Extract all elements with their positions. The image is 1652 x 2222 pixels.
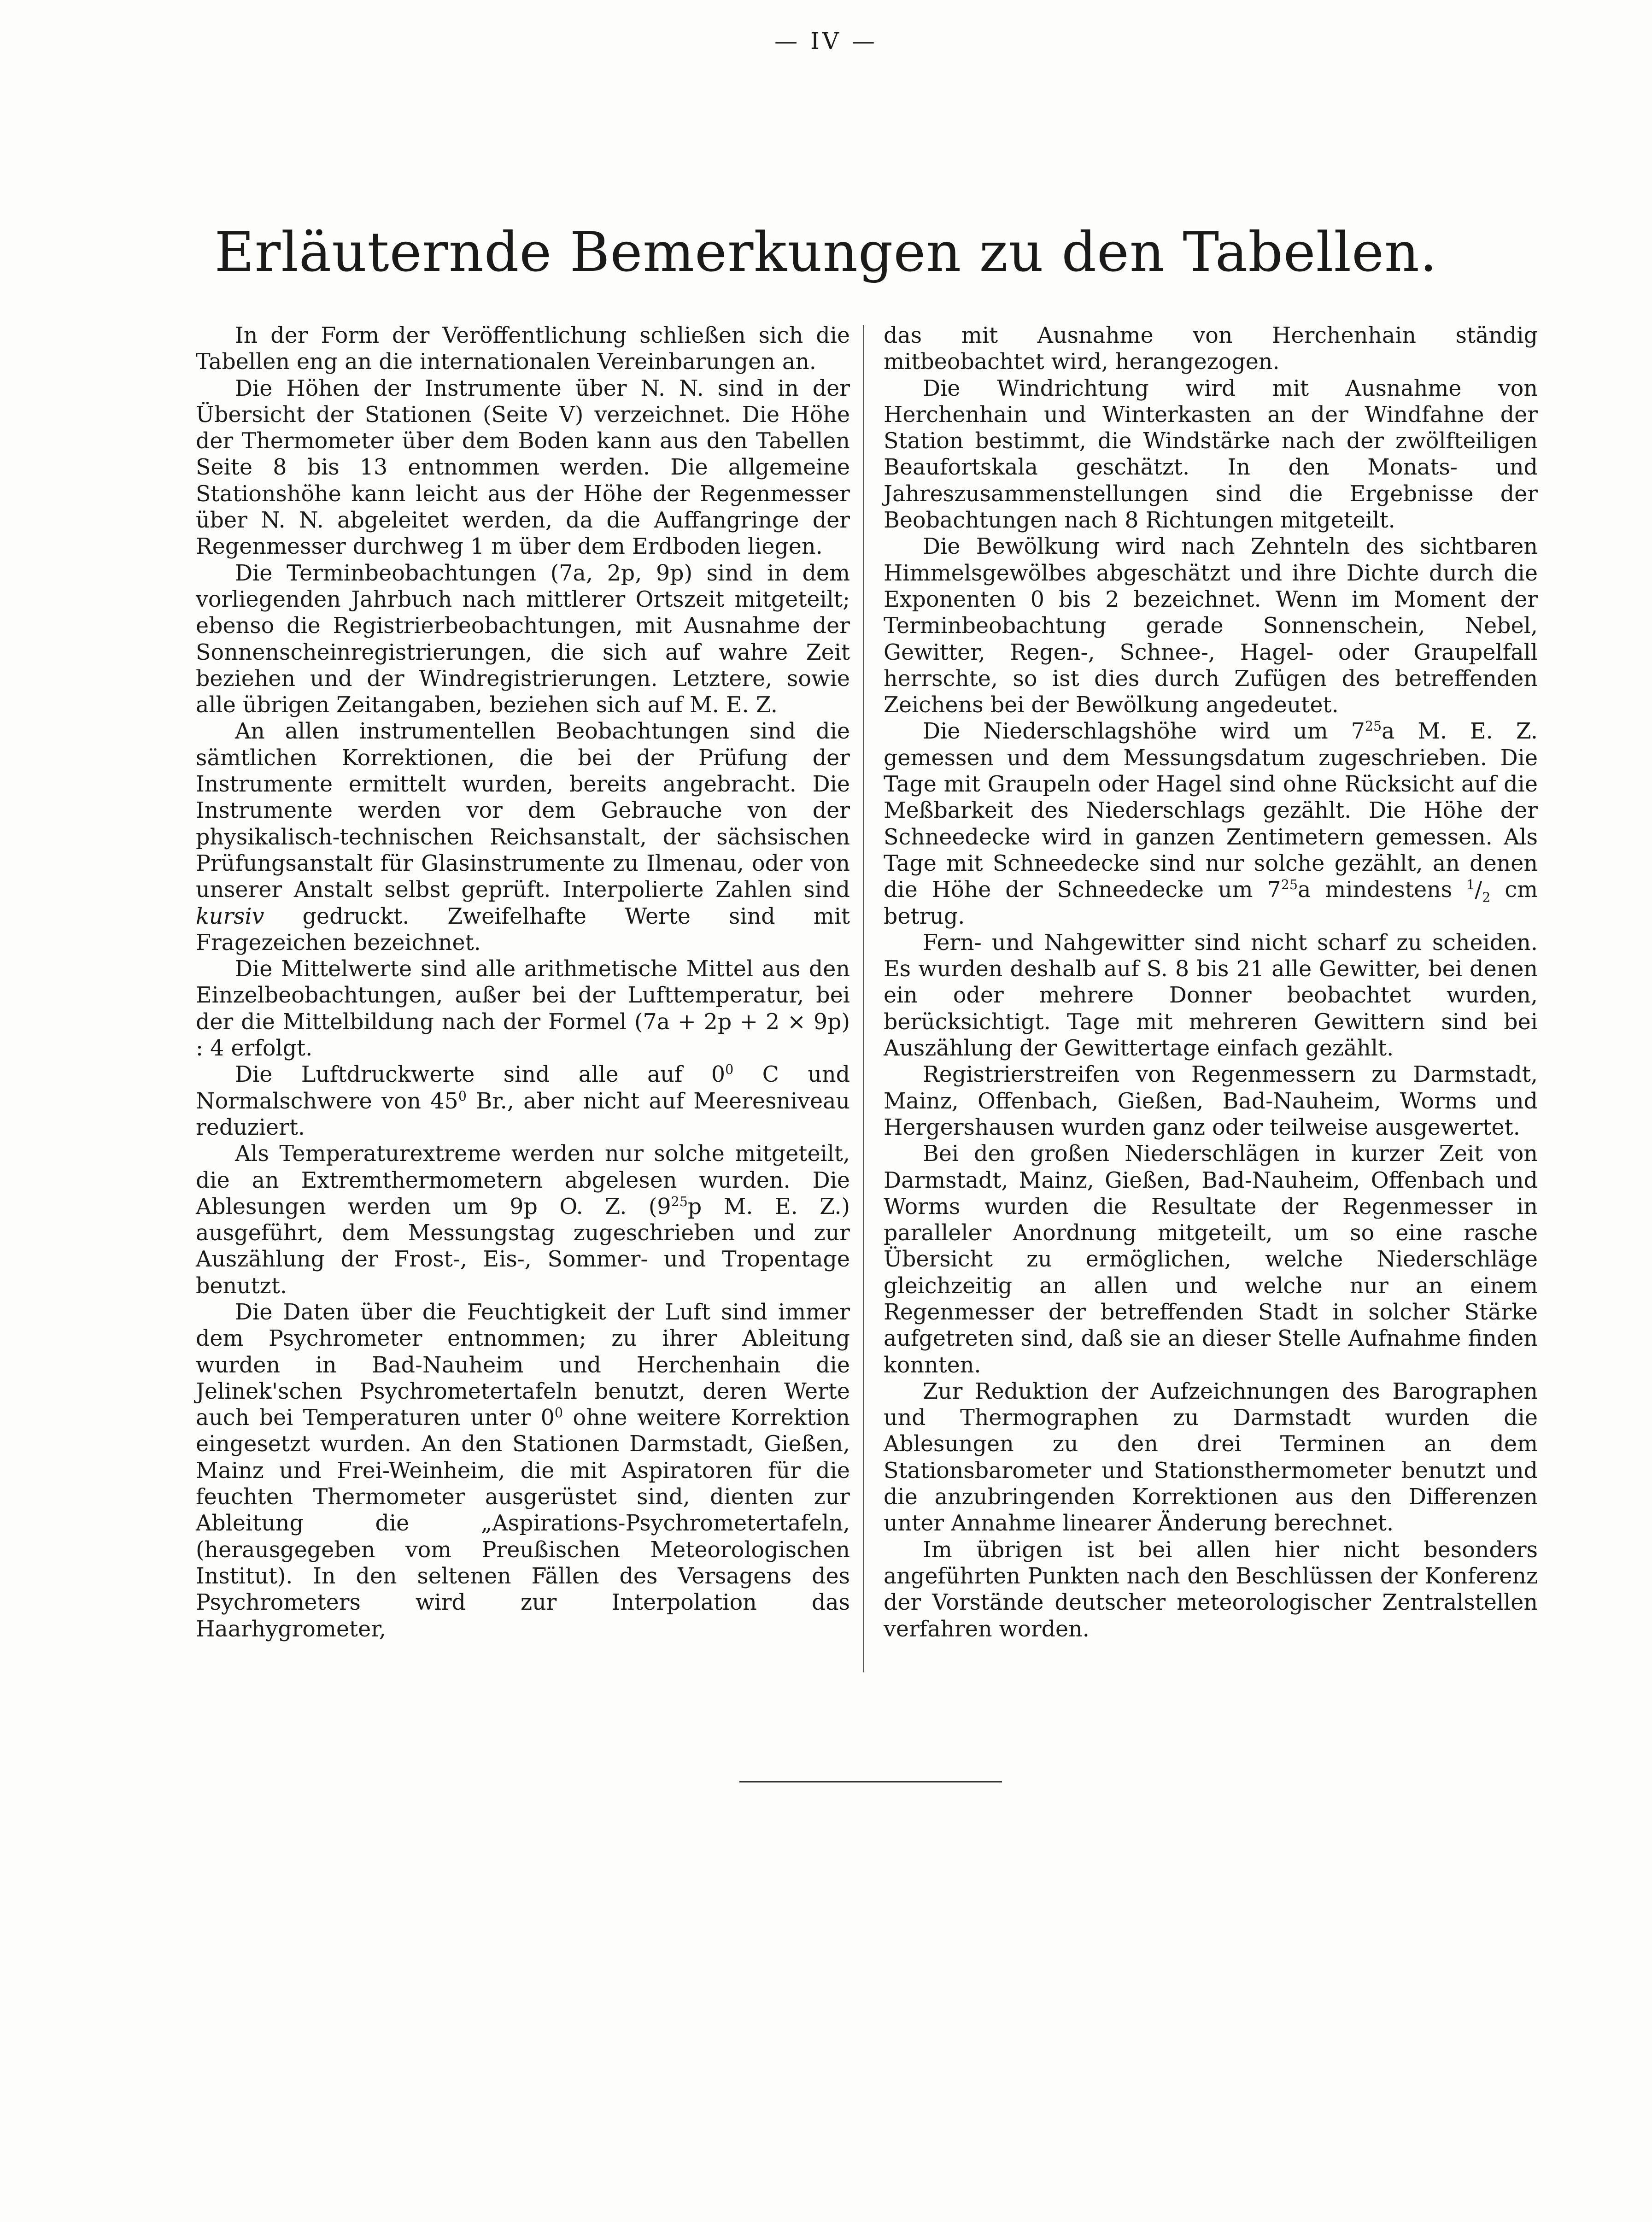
page-title: Erläuternde Bemerkungen zu den Tabellen.: [214, 220, 1438, 284]
feuchtigkeit-text-after: ohne weitere Korrektion eingesetzt wurden. An den Stationen Darmstadt, Gießen, Mainz und Frei-Weinheim, die mit Aspiratoren für die feuchten Thermometer ausgerüstet sind, dienten zur Ableitung die „Aspirations-Psychrometertafeln, (herausgegeben vom Preußischen Meteorologischen Institut). In den seltenen Fällen des Versagens des Psychrometers wird zur Interpolation das Haarhygrometer,: [196, 1405, 850, 1642]
korrektionen-text-after: gedruckt. Zweifelhafte Werte sind mit Fragezeichen bezeichnet.: [196, 903, 850, 956]
korrektionen-text: An allen instrumentellen Beobachtungen sind die sämtlichen Korrektionen, die bei der Prüfung der Instrumente ermittelt wurden, bereits angebracht. Die Instrumente werden vor dem Gebrauche von der physikalisch-technischen Reichsanstalt, der sächsischen Prüfungsanstalt für Glasinstrumente zu Ilmenau, oder von unserer Anstalt selbst geprüft. Interpolierte Zahlen sind: [196, 719, 850, 903]
paragraph-haarhygrometer-cont: das mit Ausnahme von Herchenhain ständig mitbeobachtet wird, herangezogen.: [884, 323, 1538, 375]
paragraph-bewoelkung: Die Bewölkung wird nach Zehnteln des sichtbaren Himmelsgewölbes abgeschätzt und ihre Dichte durch die Exponenten 0 bis 2 bezeichnet. Wenn im Moment der Terminbeobachtung gerade Sonnenschein, Nebel, Gewitter, Regen-, Schnee-, Hagel- oder Graupelfall herrschte, so ist dies durch Zufügen des betreffenden Zeichens bei der Bewölkung angedeutet.: [884, 534, 1538, 718]
paragraph-grosse-niederschlaege: Bei den großen Niederschlägen in kurzer Zeit von Darmstadt, Mainz, Gießen, Bad-Nauheim, Offenbach und Worms wurden die Resultate der Regenmesser in paralleler Anordnung mitgeteilt, um so eine rasche Übersicht zu ermöglichen, welche Niederschläge gleichzeitig an allen und welche nur an einem Regenmesser der betreffenden Stadt in solcher Stärke aufgetreten sind, daß sie an dieser Stelle Aufnahme finden konnten.: [884, 1141, 1538, 1378]
paragraph-gewitter: Fern- und Nahgewitter sind nicht scharf zu scheiden. Es wurden deshalb auf S. 8 bis 21 alle Gewitter, bei denen ein oder mehrere Donner beobachtet wurden, berücksichtigt. Tage mit mehreren Gewittern sind bei Auszählung der Gewittertage einfach gezählt.: [884, 930, 1538, 1061]
niederschlag-text-mid2: a mindestens: [1298, 877, 1467, 903]
italic-kursiv: kursiv: [196, 903, 264, 929]
paragraph-schluss: Im übrigen ist bei allen hier nicht besonders angeführten Punkten nach den Beschlüssen der Konferenz der Vorstände deutscher meteorologischer Zentralstellen verfahren worden.: [884, 1537, 1538, 1642]
page-number: — IV —: [774, 28, 878, 54]
column-divider: [863, 325, 864, 1672]
niederschlag-text-mid: a M. E. Z. gemessen und dem Messungsdatum zugeschrieben. Die Tage mit Graupeln oder Hagel sind ohne Rücksicht auf die Meßbarkeit des Niederschlags gezählt. Die Höhe der Schneedecke wird in ganzen Zentimetern gemessen. Als Tage mit Schneedecke sind nur solche gezählt, an denen die Höhe der Schneedecke um 7: [884, 719, 1538, 903]
end-rule: [739, 1781, 1002, 1782]
degree-sup-1: 0: [725, 1062, 734, 1078]
paragraph-korrektionen: [196, 718, 850, 956]
paragraph-wind: Die Windrichtung wird mit Ausnahme von Herchenhain und Winterkasten an der Windfahne der Station bestimmt, die Windstärke nach der zwölfteiligen Beaufortskala geschätzt. In den Monats- und Jahreszusammenstellungen sind die Ergebnisse der Beobachtungen nach 8 Richtungen mitgeteilt.: [884, 375, 1538, 534]
paragraph-niederschlag: Die Niederschlagshöhe wird um $7^{25}a$ M. E. Z. gemessen und dem Messungsdatum zugeschrieben. Die Tage mit Graupeln oder Hagel sind ohne Rücksicht auf die Meßbarkeit des Niederschlags gezählt. Die Höhe der Schneedecke wird in ganzen Zentimetern gemessen. Als Tage mit Schneedecke sind nur solche gezählt, an denen die Höhe der Schneedecke um $7^{25}a$ mindestens $^1/_2$ cm betrug.: [884, 719, 1538, 929]
time-sup: 25: [671, 1194, 688, 1209]
fraction-denominator: 2: [1482, 890, 1491, 905]
paragraph-mittelwerte: Die Mittelwerte sind alle arithmetische Mittel aus den Einzelbeobachtungen, außer bei der Lufttemperatur, bei der die Mittelbildung nach der Formel (7a + 2p + 2 × 9p) : 4 erfolgt.: [196, 956, 850, 1061]
paragraph-registrierstreifen: Registrierstreifen von Regenmessern zu Darmstadt, Mainz, Offenbach, Gießen, Bad-Nauheim, Worms und Hergershausen wurden ganz oder teilweise ausgewertet.: [884, 1062, 1538, 1140]
paragraph-extreme: [196, 1141, 850, 1299]
luftdruck-text-before: Die Luftdruckwerte sind alle auf 0: [235, 1062, 726, 1088]
time-sup-2: 25: [1281, 877, 1298, 893]
niederschlag-text-after: cm betrug.: [884, 877, 1538, 929]
niederschlag-text-before: Die Niederschlagshöhe wird um 7: [923, 719, 1365, 745]
time-sup-1: 25: [1365, 719, 1382, 734]
fraction-numerator: 1: [1466, 877, 1475, 893]
column-left: [196, 322, 850, 1642]
paragraph-hoehen: Die Höhen der Instrumente über N. N. sind in der Übersicht der Stationen (Seite V) verzeichnet. Die Höhe der Thermometer über dem Boden kann aus den Tabellen Seite 8 bis 13 entnommen werden. Die allgemeine Stationshöhe kann leicht aus der Höhe der Regenmesser über N. N. abgeleitet werden, da die Auffangringe der Regenmesser durchweg 1 m über dem Erdboden liegen.: [196, 375, 850, 560]
degree-sup-2: 0: [458, 1088, 467, 1104]
extreme-text-after: p M. E. Z.) ausgeführt, dem Messungstag zugeschrieben und zur Auszählung der Frost-, Eis-, Sommer- und Tropentage benutzt.: [196, 1194, 850, 1299]
paragraph-termin: Die Terminbeobachtungen (7a, 2p, 9p) sind in dem vorliegenden Jahrbuch nach mittlerer Ortszeit mitgeteilt; ebenso die Registrierbeobachtungen, mit Ausnahme der Sonnenscheinregistrierungen, die sich auf wahre Zeit beziehen und der Windregistrierungen. Letztere, sowie alle übrigen Zeitangaben, beziehen sich auf M. E. Z.: [196, 560, 850, 718]
paragraph-luftdruck: [196, 1061, 850, 1141]
column-right: [884, 322, 1538, 1642]
luftdruck-text-after: Br., aber nicht auf Meeresniveau reduziert.: [196, 1088, 850, 1140]
paragraph-feuchtigkeit: [196, 1299, 850, 1642]
degree-sup-3: 0: [554, 1405, 563, 1421]
extreme-text-before: Als Temperaturextreme werden nur solche mitgeteilt, die an Extremthermometern abgelesen wurden. Die Ablesungen werden um 9p O. Z. (9: [196, 1141, 850, 1219]
paragraph-intro: In der Form der Veröffentlichung schließen sich die Tabellen eng an die internationalen Vereinbarungen an.: [196, 323, 850, 375]
feuchtigkeit-text-before: Die Daten über die Feuchtigkeit der Luft sind immer dem Psychrometer entnommen; zu ihrer Ableitung wurden in Bad-Nauheim und Herchenhain die Jelinek'schen Psychrometertafeln benutzt, deren Werte auch bei Temperaturen unter 0: [196, 1299, 850, 1431]
luftdruck-text-mid: C und Normalschwere von 45: [196, 1062, 850, 1114]
paragraph-reduktion: Zur Reduktion der Aufzeichnungen des Barographen und Thermographen zu Darmstadt wurden die Ablesungen zu den drei Terminen an dem Stationsbarometer und Stationsthermometer benutzt und die anzubringenden Korrektionen aus den Differenzen unter Annahme linearer Änderung berechnet.: [884, 1378, 1538, 1536]
